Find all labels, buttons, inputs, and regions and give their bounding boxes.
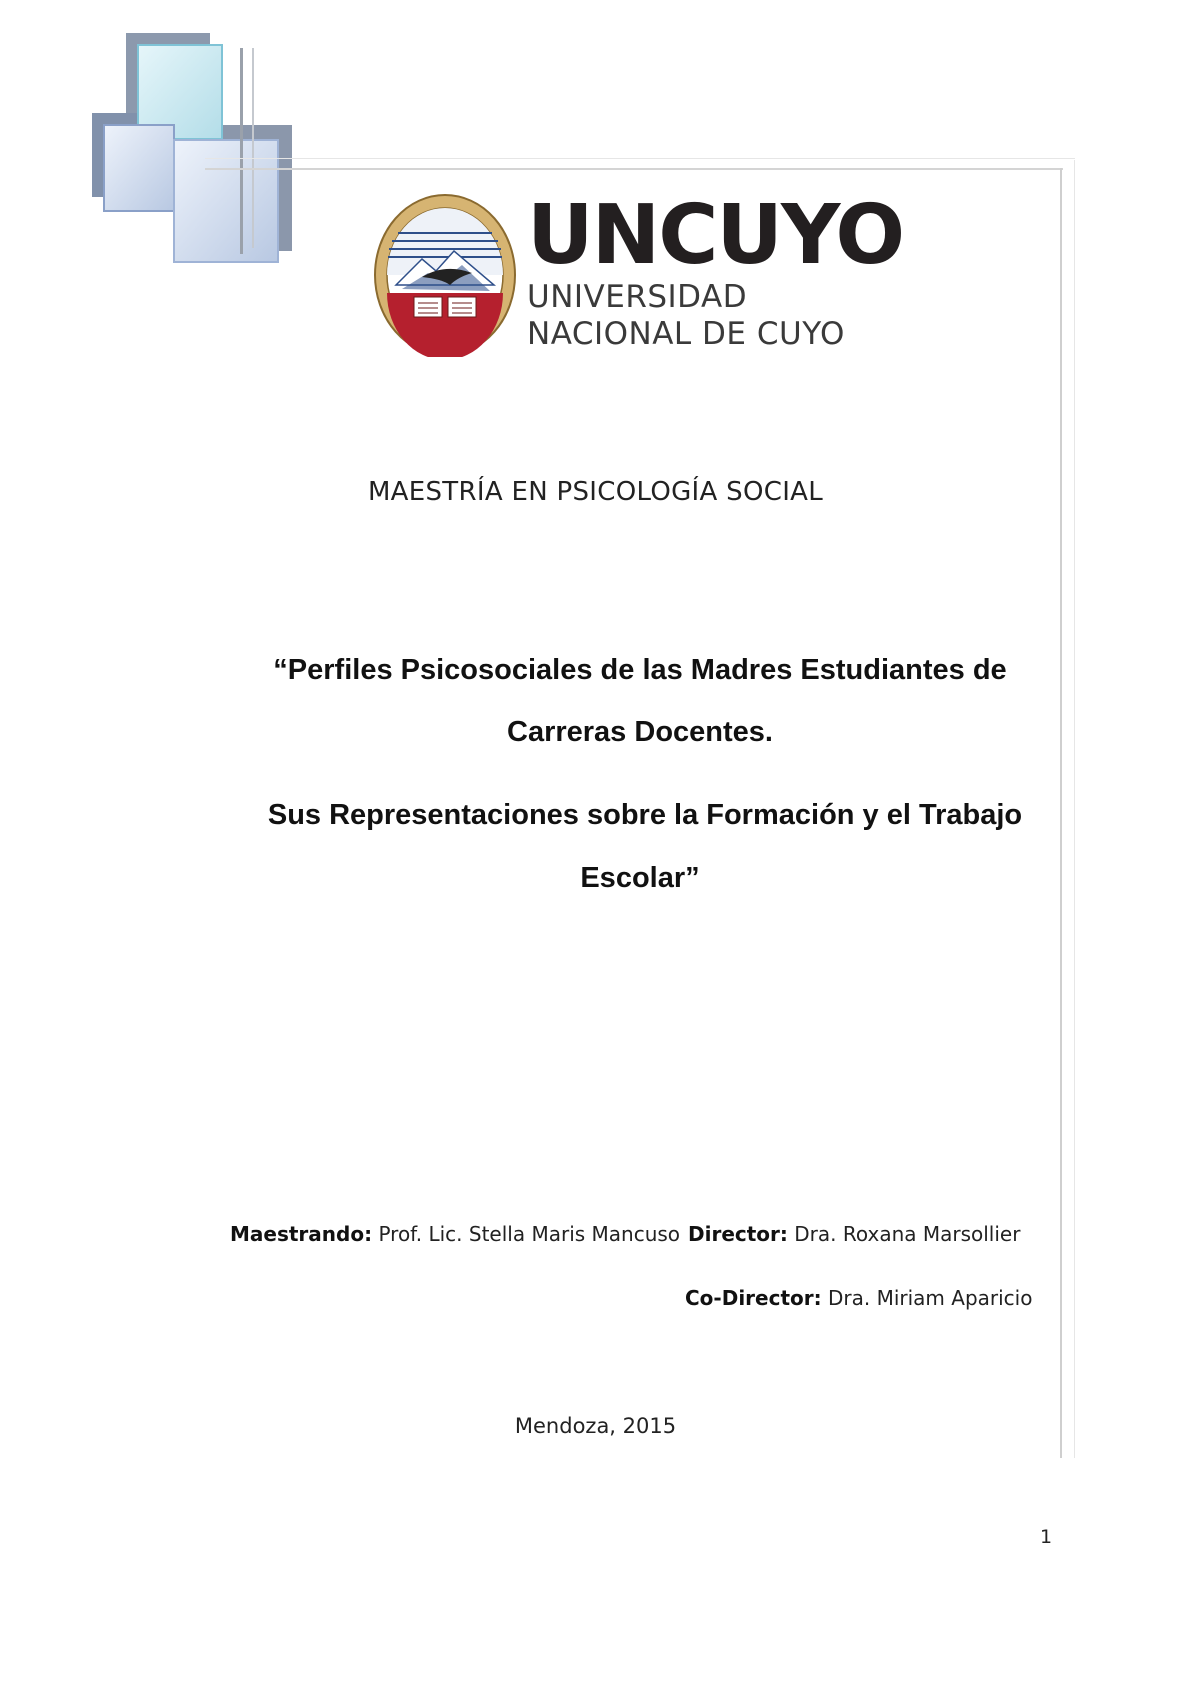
- brand-name: UNCUYO: [527, 188, 904, 283]
- thesis-title-line-3: Sus Representaciones sobre la Formación y el Trabajo: [267, 799, 1023, 831]
- codirector-name: Dra. Miriam Aparicio: [827, 1286, 1033, 1310]
- student-credit: [230, 1222, 680, 1246]
- thesis-title-line-4: Escolar”: [580, 862, 700, 894]
- director-credit: [688, 1222, 1020, 1246]
- frame-line-outer-right: [1074, 160, 1075, 1458]
- frame-line-top: [205, 168, 1063, 170]
- corner-decoration: [0, 0, 300, 270]
- codirector-credit: [685, 1286, 1032, 1310]
- frame-line-outer-top: [205, 158, 1075, 159]
- student-name: Prof. Lic. Stella Maris Mancuso: [378, 1222, 681, 1246]
- university-logo: [372, 188, 904, 358]
- thesis-title-line-2: Carreras Docentes.: [507, 716, 773, 748]
- director-label: Director:: [688, 1222, 788, 1246]
- university-wordmark: [527, 188, 904, 353]
- brand-line-2: NACIONAL DE CUYO: [527, 316, 845, 352]
- student-label: Maestrando:: [230, 1222, 373, 1246]
- thesis-title-line-1: “Perfiles Psicosociales de las Madres Estudiantes de: [273, 654, 1007, 686]
- university-seal-icon: [372, 193, 518, 357]
- page-number: 1: [1040, 1526, 1053, 1548]
- frame-line-right: [1060, 168, 1062, 1458]
- brand-line-1: UNIVERSIDAD: [527, 279, 748, 315]
- codirector-label: Co-Director:: [685, 1286, 822, 1310]
- director-name: Dra. Roxana Marsollier: [794, 1222, 1021, 1246]
- program-name: MAESTRÍA EN PSICOLOGÍA SOCIAL: [367, 477, 824, 507]
- place-date: Mendoza, 2015: [514, 1414, 677, 1438]
